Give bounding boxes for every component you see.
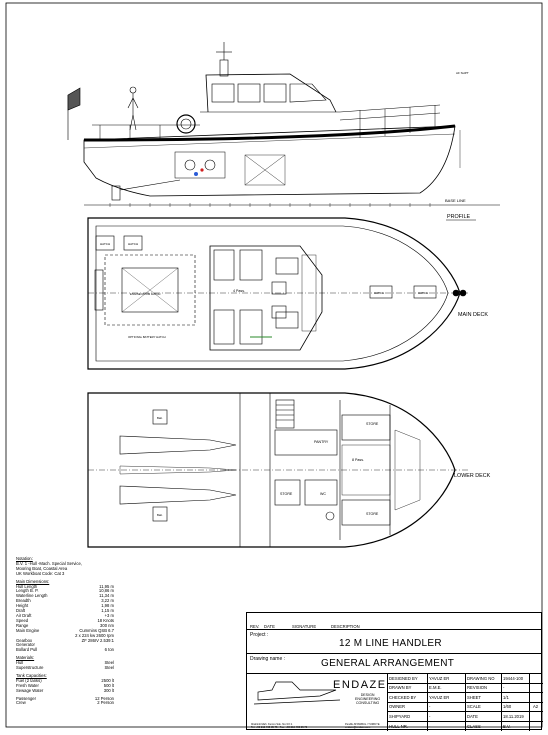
wc-label: WC	[320, 492, 326, 496]
engine-accent-red	[200, 168, 203, 171]
spec-key: Range	[16, 622, 29, 628]
title-block-cell: SCALE	[467, 704, 481, 710]
title-block-grid	[387, 673, 543, 731]
title-block-cell: SHIPYARD	[389, 713, 411, 719]
title-block-cell: DRAWN BY	[389, 685, 412, 691]
spec-value: 11,34 m	[99, 593, 114, 599]
notation-line: UK Workboat Code: Cat 3	[16, 570, 65, 576]
spec-value: 500 lt	[103, 682, 114, 688]
spec-value: Steel	[104, 665, 114, 671]
info-section	[247, 673, 541, 731]
spec-row	[16, 689, 114, 694]
spec-key: Fresh Water	[16, 682, 39, 688]
spec-key: Breadth	[16, 598, 31, 604]
spec-key: Speed	[16, 617, 29, 623]
title-block-cell: -	[429, 704, 431, 710]
spec-key: Superstructure	[16, 665, 44, 671]
notes-panel	[16, 557, 114, 706]
dimensions-title: Main Dimensions:	[16, 578, 50, 584]
title-block-cell: YAVUZ ER	[429, 694, 450, 700]
title-block-cell: OWNER	[389, 704, 406, 710]
materials-title: Materials:	[16, 655, 35, 661]
spec-key: Hull Length	[16, 583, 38, 589]
spec-value: 2 Person	[97, 700, 114, 706]
hatch-label-4: HATCH	[418, 291, 429, 295]
spec-value: 1,98 m	[101, 603, 114, 609]
title-block-cell: DRAWING NO	[467, 675, 495, 681]
rev-header: REV.	[250, 624, 260, 629]
rev-header: DATE	[264, 624, 275, 629]
title-block-cell: E.M.E.	[429, 685, 442, 691]
address-city: Pendik-ISTANBUL / TURKIYE endaze@endaze.com	[345, 723, 380, 729]
pass8-label: 8 Pass.	[352, 458, 364, 462]
spec-value: 2500 lt	[101, 677, 114, 683]
hatch-label-3: HATCH	[374, 291, 385, 295]
title-block-row	[387, 721, 543, 731]
brand-subtitle: DESIGN ENGINEERING CONSULTING	[355, 693, 381, 705]
pass4-label: 4 Pass.	[233, 289, 245, 293]
spec-key: Height	[16, 603, 29, 609]
spec-value: 18 Knots	[97, 617, 114, 623]
rev-header: DESCRIPTION	[331, 624, 360, 629]
spec-key: Air Draft	[16, 612, 32, 618]
spec-key: Bollard Pull	[16, 647, 38, 653]
spec-key: Fuel (2 tanks)	[16, 677, 42, 683]
profile-label: PROFILE	[447, 214, 471, 220]
title-block-cell: HULL NR.	[389, 723, 408, 729]
spec-value: 10,86 m	[98, 588, 114, 594]
tanks-title: Tank Capacities:	[16, 672, 47, 678]
spec-value: 300 nm	[100, 622, 114, 628]
drawing-row	[247, 653, 541, 674]
title-block-cell: 1/1	[503, 694, 509, 700]
project-name: 12 M LINE HANDLER	[339, 638, 442, 649]
spec-value: 11,95 m	[99, 583, 114, 589]
engine-accent-blue	[194, 172, 198, 176]
spec-key: Waterline Length	[16, 593, 48, 599]
spec-key: Passenger	[16, 695, 37, 701]
title-block-cell: SHEET	[467, 694, 481, 700]
title-block-cell: -	[429, 723, 431, 729]
title-block	[246, 612, 542, 730]
address: Ibrahimli Mah. Kumru Sok. No:3 K:1 Tel: +90 216 493 05 75 - Fax: +90 216 493 05 76	[251, 723, 308, 729]
revision-table	[247, 613, 541, 630]
brand-name: ENDAZE	[333, 679, 387, 691]
store-label-2: STORE	[366, 512, 379, 516]
spec-value: 300 lt	[103, 687, 114, 693]
spec-value: Cummins QSB 6.7	[79, 627, 114, 633]
svg-text:AF SHPT: AF SHPT	[456, 71, 469, 75]
lower-deck-label: LOWER DECK	[454, 473, 491, 479]
title-block-cell: -	[503, 685, 505, 691]
notation-title: Notation:	[16, 556, 33, 561]
notation-line: B.V. 1 -Hull -Mach. Special Service,	[16, 560, 82, 566]
spec-key: Gearbox	[16, 637, 33, 643]
title-block-cell: A2	[533, 704, 539, 710]
spec-row	[16, 666, 114, 671]
spec-key: Length B. P.	[16, 588, 39, 594]
spec-key: Sewage Water	[16, 687, 44, 693]
title-block-cell: 1/60	[503, 704, 512, 710]
title-block-cell: 18.11.2019	[503, 713, 524, 719]
title-block-cell: YAVUZ ER	[429, 675, 450, 681]
notation-line: Mooring Boat, Coastal Area	[16, 565, 68, 571]
drawing-name: GENERAL ARRANGEMENT	[321, 658, 455, 669]
title-block-cell: CHECKED BY	[389, 694, 417, 700]
base-line-label: BASE LINE	[445, 198, 466, 203]
title-block-cell: REVISION	[467, 685, 488, 691]
profile-view	[68, 42, 500, 207]
spec-value: 6 ton	[104, 647, 114, 653]
spec-key: Crew	[16, 700, 26, 706]
spec-value: +3 m	[104, 612, 114, 618]
main-deck-label: MAIN DECK	[458, 312, 488, 318]
hatch-label-2: HATCH	[128, 242, 139, 246]
spec-key: Hull	[16, 660, 24, 666]
spec-key: Main Engine	[16, 627, 40, 633]
spec-value: 12 Person	[94, 695, 114, 701]
spec-value: Steel	[104, 660, 114, 666]
title-block-cell: CLASS	[467, 723, 481, 729]
title-block-cell: 19444-100	[503, 675, 524, 681]
drawing-label: Drawing name :	[250, 656, 286, 662]
hatch-label-1: HATCH	[100, 242, 111, 246]
optional-hatch-label: OPTIONAL BATTERY HATCH	[128, 335, 166, 339]
spec-key: Draft	[16, 608, 26, 614]
store-label-1: STORE	[366, 422, 379, 426]
spec-value: 2 x 224 kw 2600 rpm	[75, 632, 114, 638]
spec-row	[16, 648, 114, 653]
project-row	[247, 629, 541, 654]
pantry-label: PANTRY	[314, 440, 329, 444]
spec-row	[16, 701, 114, 706]
spec-value: ZF 286IV 2.539:1	[81, 637, 114, 643]
engine-room-hatch-label: ENGINE ROOM HATCH	[130, 292, 161, 296]
spec-value: 1,15 m	[101, 608, 114, 614]
title-block-cell: B.V.	[503, 723, 511, 729]
store-label-3: STORE	[280, 492, 293, 496]
batt-label-1: Batt.	[157, 416, 163, 420]
lower-deck-view	[88, 393, 470, 547]
project-label: Project :	[250, 632, 269, 638]
spec-key: Generator	[16, 642, 35, 648]
rev-header: SIGNATURE	[292, 624, 317, 629]
title-block-cell: DESIGNED BY	[389, 675, 418, 681]
spec-value: 3,22 m	[101, 598, 114, 604]
title-block-cell: DATE	[467, 713, 478, 719]
batt-label-2: Batt.	[157, 513, 163, 517]
title-block-cell: -	[429, 713, 431, 719]
